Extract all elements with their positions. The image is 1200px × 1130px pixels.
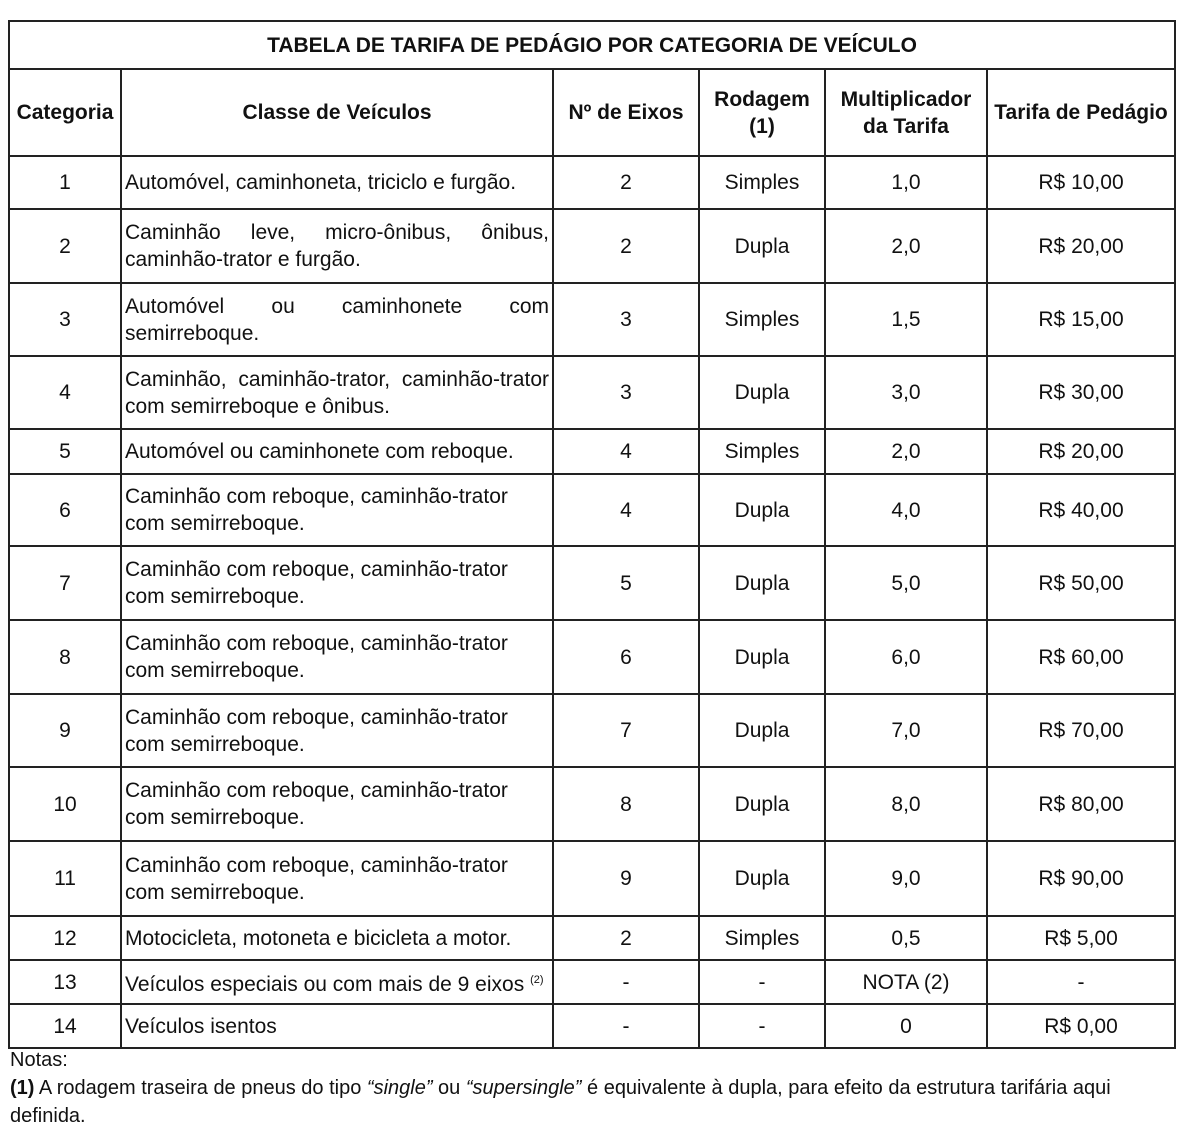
- cell-classe: Caminhão, caminhão-trator, caminhão-trator com semirreboque e ônibus.: [121, 356, 553, 429]
- cell-tarifa: R$ 5,00: [987, 916, 1175, 960]
- cell-tarifa: R$ 20,00: [987, 209, 1175, 283]
- cell-eixos: 3: [553, 356, 699, 429]
- note-1-text-a: A rodagem traseira de pneus do tipo: [34, 1077, 367, 1099]
- cell-classe: Automóvel, caminhoneta, triciclo e furgão.: [121, 156, 553, 209]
- footnote-marker: (2): [530, 973, 544, 986]
- cell-eixos: 4: [553, 474, 699, 546]
- cell-eixos: 2: [553, 209, 699, 283]
- cell-rodagem: Simples: [699, 283, 825, 356]
- cell-tarifa: R$ 40,00: [987, 474, 1175, 546]
- cell-tarifa: R$ 90,00: [987, 841, 1175, 916]
- cell-rodagem: -: [699, 1004, 825, 1048]
- cell-tarifa: R$ 0,00: [987, 1004, 1175, 1048]
- cell-classe: Caminhão com reboque, caminhão-trator com semirreboque.: [121, 841, 553, 916]
- cell-tarifa: R$ 20,00: [987, 429, 1175, 474]
- cell-rodagem: Dupla: [699, 841, 825, 916]
- cell-tarifa: R$ 60,00: [987, 620, 1175, 694]
- cell-categoria: 2: [9, 209, 121, 283]
- header-eixos: Nº de Eixos: [553, 69, 699, 156]
- cell-multiplicador: 3,0: [825, 356, 987, 429]
- note-1-text-b: ou: [432, 1077, 466, 1099]
- header-categoria: Categoria: [9, 69, 121, 156]
- cell-categoria: 6: [9, 474, 121, 546]
- cell-classe: Veículos isentos: [121, 1004, 553, 1048]
- cell-tarifa: -: [987, 960, 1175, 1004]
- note-1-supersingle: “supersingle”: [465, 1077, 582, 1099]
- cell-categoria: 1: [9, 156, 121, 209]
- cell-multiplicador: 8,0: [825, 767, 987, 841]
- cell-eixos: 5: [553, 546, 699, 620]
- cell-multiplicador: 5,0: [825, 546, 987, 620]
- table-row: [9, 767, 1175, 841]
- cell-classe: Caminhão leve, micro-ônibus, ônibus, caminhão-trator e furgão.: [121, 209, 553, 283]
- table-row: [9, 916, 1175, 960]
- cell-categoria: 10: [9, 767, 121, 841]
- table-row: [9, 841, 1175, 916]
- cell-tarifa: R$ 70,00: [987, 694, 1175, 767]
- cell-multiplicador: 0: [825, 1004, 987, 1048]
- note-1-marker: (1): [10, 1077, 35, 1099]
- cell-eixos: 4: [553, 429, 699, 474]
- cell-multiplicador: 1,0: [825, 156, 987, 209]
- cell-eixos: 2: [553, 156, 699, 209]
- table-row: [9, 960, 1175, 1004]
- table-row: [9, 694, 1175, 767]
- cell-tarifa: R$ 15,00: [987, 283, 1175, 356]
- cell-classe: [121, 960, 553, 1004]
- cell-categoria: 4: [9, 356, 121, 429]
- notes-heading: Notas:: [10, 1049, 68, 1071]
- cell-classe: Caminhão com reboque, caminhão-trator com semirreboque.: [121, 620, 553, 694]
- cell-multiplicador: 0,5: [825, 916, 987, 960]
- cell-eixos: 9: [553, 841, 699, 916]
- cell-classe: Caminhão com reboque, caminhão-trator com semirreboque.: [121, 694, 553, 767]
- cell-tarifa: R$ 50,00: [987, 546, 1175, 620]
- table-row: [9, 209, 1175, 283]
- table-row: [9, 474, 1175, 546]
- table-row: [9, 1004, 1175, 1048]
- cell-eixos: 6: [553, 620, 699, 694]
- cell-rodagem: Dupla: [699, 356, 825, 429]
- header-classe: Classe de Veículos: [121, 69, 553, 156]
- cell-categoria: 8: [9, 620, 121, 694]
- cell-rodagem: Dupla: [699, 546, 825, 620]
- cell-rodagem: Dupla: [699, 620, 825, 694]
- cell-multiplicador: 2,0: [825, 429, 987, 474]
- cell-rodagem: Dupla: [699, 209, 825, 283]
- cell-rodagem: Dupla: [699, 474, 825, 546]
- cell-rodagem: Dupla: [699, 767, 825, 841]
- cell-multiplicador: 6,0: [825, 620, 987, 694]
- cell-classe: Caminhão com reboque, caminhão-trator com semirreboque.: [121, 767, 553, 841]
- note-1-single: “single”: [366, 1077, 433, 1099]
- cell-multiplicador: NOTA (2): [825, 960, 987, 1004]
- table-row: [9, 429, 1175, 474]
- cell-categoria: 9: [9, 694, 121, 767]
- cell-categoria: 12: [9, 916, 121, 960]
- cell-classe: Caminhão com reboque, caminhão-trator com semirreboque.: [121, 474, 553, 546]
- note-1-text-c: é equivalente à dupla, para efeito da estrutura tarifária aqui definida.: [10, 1077, 1111, 1127]
- cell-categoria: 5: [9, 429, 121, 474]
- cell-multiplicador: 1,5: [825, 283, 987, 356]
- cell-eixos: -: [553, 1004, 699, 1048]
- cell-classe: Motocicleta, motoneta e bicicleta a motor.: [121, 916, 553, 960]
- table-row: [9, 620, 1175, 694]
- table-row: [9, 356, 1175, 429]
- cell-eixos: -: [553, 960, 699, 1004]
- table-row: [9, 546, 1175, 620]
- tarifa-table: [8, 20, 1176, 1049]
- note-1: [10, 1074, 1170, 1130]
- header-multiplicador: Multiplicador da Tarifa: [825, 69, 987, 156]
- cell-classe: Automóvel ou caminhonete com reboque.: [121, 429, 553, 474]
- cell-multiplicador: 2,0: [825, 209, 987, 283]
- cell-tarifa: R$ 30,00: [987, 356, 1175, 429]
- cell-rodagem: Dupla: [699, 694, 825, 767]
- cell-categoria: 3: [9, 283, 121, 356]
- cell-rodagem: Simples: [699, 156, 825, 209]
- cell-categoria: 11: [9, 841, 121, 916]
- header-tarifa: Tarifa de Pedágio: [987, 69, 1175, 156]
- cell-classe: Automóvel ou caminhonete com semirreboque.: [121, 283, 553, 356]
- cell-multiplicador: 9,0: [825, 841, 987, 916]
- cell-categoria: 7: [9, 546, 121, 620]
- cell-rodagem: -: [699, 960, 825, 1004]
- cell-eixos: 3: [553, 283, 699, 356]
- cell-multiplicador: 4,0: [825, 474, 987, 546]
- cell-categoria: 14: [9, 1004, 121, 1048]
- cell-eixos: 8: [553, 767, 699, 841]
- cell-eixos: 2: [553, 916, 699, 960]
- notes-section: [10, 1046, 1170, 1130]
- table-title: TABELA DE TARIFA DE PEDÁGIO POR CATEGORIA DE VEÍCULO: [9, 21, 1175, 69]
- cell-tarifa: R$ 80,00: [987, 767, 1175, 841]
- cell-classe: Caminhão com reboque, caminhão-trator com semirreboque.: [121, 546, 553, 620]
- table-row: [9, 156, 1175, 209]
- cell-multiplicador: 7,0: [825, 694, 987, 767]
- table-row: [9, 283, 1175, 356]
- header-rodagem: Rodagem (1): [699, 69, 825, 156]
- cell-eixos: 7: [553, 694, 699, 767]
- cell-tarifa: R$ 10,00: [987, 156, 1175, 209]
- cell-rodagem: Simples: [699, 429, 825, 474]
- classe-text: Veículos especiais ou com mais de 9 eixos: [125, 972, 525, 996]
- cell-rodagem: Simples: [699, 916, 825, 960]
- cell-categoria: 13: [9, 960, 121, 1004]
